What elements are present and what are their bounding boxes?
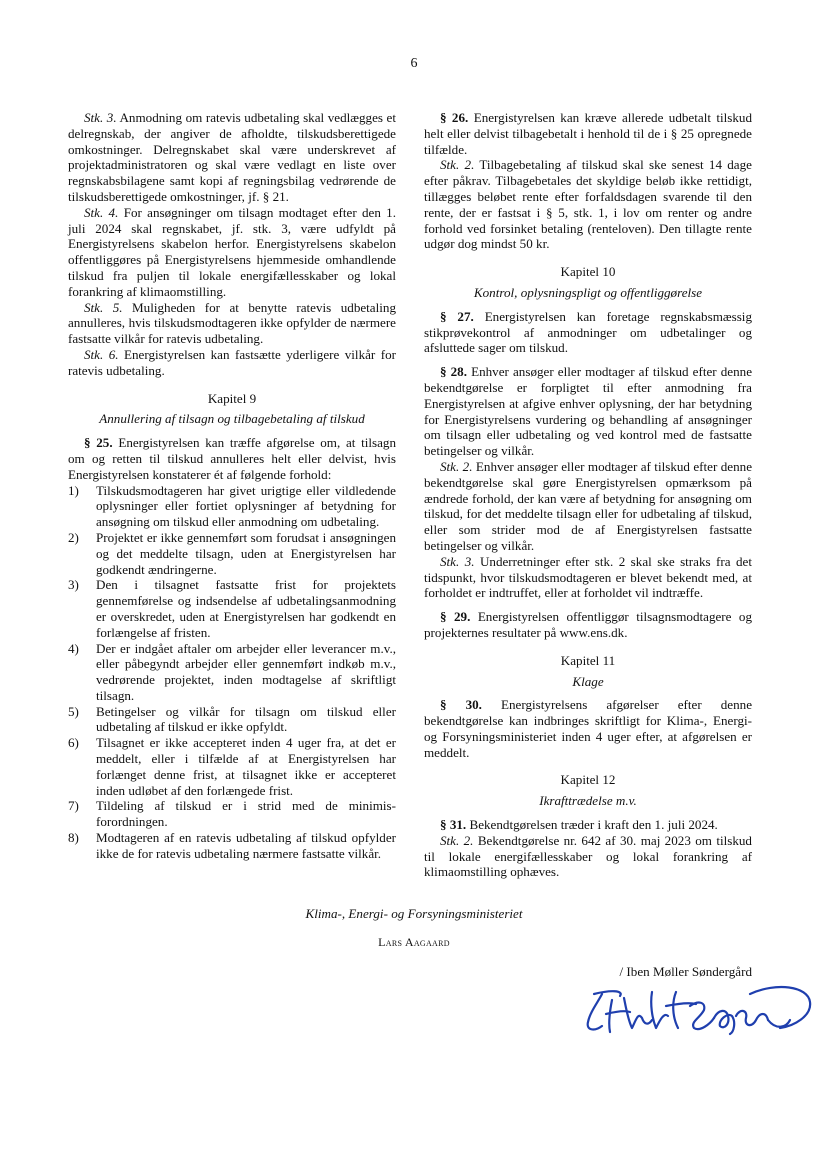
section-26 — [424, 110, 752, 157]
paragraph-text: Energistyrelsen kan kræve allerede udbetalt tilskud helt eller delvist tilbagebetalt i henhold til de i § 25 opregnede tilfælde. — [424, 110, 752, 157]
section-28-stk3 — [424, 554, 752, 601]
list-item — [68, 641, 396, 704]
chapter-12-title: Kapitel 12 — [560, 772, 616, 788]
section-label: § 31. — [440, 817, 467, 833]
paragraph-text: Energistyrelsens afgørelser efter denne bekendtgørelse kan indbringes skriftligt for Klima-, Energi- og Forsyningsministeriet inden 4 uger efter, at afgørelsen er meddelt. — [424, 697, 753, 760]
list-text: Tilsagnet er ikke accepteret inden 4 uger fra, at det er meddelt, eller i tilfælde af at Energistyrelsen har forlænget denne frist, at tilsagnet ikke er accepteret inden udløbet af den forlængede frist. — [96, 735, 396, 798]
stk-label: Stk. 2. — [440, 832, 474, 848]
section-31-stk2 — [424, 833, 752, 880]
paragraph-text: Energistyrelsen kan foretage regnskabsmæssig stikprøvekontrol af anmodninger om udbetalinger og afsluttede sager om tilskud. — [424, 308, 752, 356]
list-item — [68, 704, 396, 736]
list-item — [68, 577, 396, 640]
paragraph-text: For ansøgninger om tilsagn modtaget efter den 1. juli 2024 skal regnskabet, jf. stk. 3, være udfyldt på Energistyrelsens skabelon herfor. Energistyrelsens skabelon offentliggøres på Energistyrelsens hjemmeside omhandlende tilskud fra puljen til lokale energifællesskaber og lokal forankring af klimaomstilling. — [68, 204, 396, 299]
list-number: 7) — [68, 798, 79, 814]
ministry-name: Klima-, Energi- og Forsyningsministeriet — [305, 906, 523, 921]
paragraph-text: Anmodning om ratevis udbetaling skal vedlægges et delregnskab, der angiver de afholdte, tilskudsberettigede omkostninger. Delregnskabet skal være underskrevet af projektadministratoren og skal være vedlagt en liste over regnskabsbilagene samt kopi af regningsbilag vedrørende de tilskudsberettigede omkostninger, jf. § 21. — [68, 110, 396, 204]
paragraph-stk3 — [68, 110, 396, 205]
section-29 — [424, 609, 752, 641]
section-31 — [424, 817, 752, 833]
section-30 — [424, 697, 752, 760]
section-28 — [424, 364, 752, 459]
list-text: Projektet er ikke gennemført som forudsat i ansøgningen og det meddelte tilsagn, uden at Energistyrelsen har godkendt ændringerne. — [96, 529, 396, 577]
section-label: § 30. — [440, 697, 482, 713]
chapter-11-subtitle: Klage — [572, 673, 604, 689]
paragraph-text: Bekendtgørelsen træder i kraft den 1. juli 2024. — [469, 817, 718, 833]
list-number: 1) — [68, 482, 79, 498]
chapter-12-subtitle: Ikrafttrædelse m.v. — [539, 793, 637, 809]
paragraph-text: Tilbagebetaling af tilskud skal ske senest 14 dage efter påkrav. Tilbagebetales det skyldige beløb ikke rettidigt, tillægges beløbet rente efter forfaldsdagen svarende til den rente, der er fastsat i § 5, stk. 1, i lov om renter og andre forhold ved forsinket betaling (renteloven). Den tillagte rente udgør dog mindst 50 kr. — [424, 157, 752, 252]
page-number: 6 — [410, 56, 418, 71]
annulment-list — [68, 483, 396, 862]
section-label: § 27. — [440, 308, 474, 324]
section-label: § 29. — [440, 609, 471, 625]
paragraph-text: Enhver ansøger eller modtager af tilskud efter denne bekendtgørelse skal gøre Energistyrelsen opmærksom på ændrede forhold, der kan være af betydning for ansøgning om tilskud, for det meddelte tilsagn eller for udbetaling af tilskud, eller som strider mod de af Energistyrelsen fastsatte betingelser og vilkår. — [424, 458, 752, 553]
chapter-10-title: Kapitel 10 — [560, 264, 616, 280]
list-number: 4) — [68, 640, 79, 656]
paragraph-text: Energistyrelsen kan træffe afgørelse om, at tilsagn om og retten til tilskud annulleres helt eller delvist, hvis Energistyrelsen konstaterer ét af følgende forhold: — [68, 435, 397, 482]
section-label: § 26. — [440, 110, 469, 125]
chapter-9-subtitle: Annullering af tilsagn og tilbagebetaling af tilskud — [99, 411, 365, 427]
stk-label: Stk. 6. — [84, 346, 119, 362]
list-text: Der er indgået aftaler om arbejder eller leverancer m.v., eller påbegyndt arbejder eller gennemført indkøb m.v., vedrørende projektet, inden modtagelse af skriftligt tilsagn. — [96, 640, 396, 703]
list-text: Tildeling af tilskud er i strid med de minimis-forordningen. — [96, 798, 396, 830]
stk-label: Stk. 3. — [440, 553, 475, 569]
list-number: 2) — [68, 529, 79, 545]
list-number: 5) — [68, 703, 79, 719]
section-label: § 25. — [84, 435, 113, 451]
list-number: 6) — [68, 735, 79, 751]
paragraph-text: Enhver ansøger eller modtager af tilskud efter denne bekendtgørelse er forpligtet til efter anmodning fra Energistyrelsen at afgive enhver oplysning, der har betydning for Energistyrelsens vurdering og behandling af ansøgninger om tilsagn eller udbetaling og ved kontrol med de fastsatte betingelser og vilkår. — [424, 364, 752, 459]
stk-label: Stk. 2. — [440, 157, 475, 173]
section-27 — [424, 309, 752, 356]
chapter-10-subtitle: Kontrol, oplysningspligt og offentliggørelse — [473, 284, 703, 300]
section-26-stk2 — [424, 157, 752, 252]
minister-name: Lars Aagaard — [378, 935, 450, 949]
list-number: 3) — [68, 577, 79, 593]
paragraph-text: Underretninger efter stk. 2 skal ske straks fra det tidspunkt, hvor tilskudsmodtageren er blevet bekendt med, at forholdet er indtruffet, eller at forholdet vil indtræffe. — [424, 553, 752, 601]
stk-label: Stk. 5. — [84, 299, 123, 315]
list-item — [68, 483, 396, 530]
paragraph-stk5 — [68, 300, 396, 347]
list-text: Modtageren af en ratevis udbetaling af tilskud opfylder ikke de for ratevis udbetaling nærmere fastsatte vilkår. — [96, 830, 396, 861]
paragraph-text: Energistyrelsen offentliggør tilsagnsmodtagere og projekternes resultater på www.ens.dk. — [424, 609, 753, 640]
stk-label: Stk. 2. — [440, 458, 473, 474]
list-number: 8) — [68, 830, 79, 846]
handwritten-signature — [580, 972, 812, 1042]
section-25 — [68, 435, 396, 482]
list-item — [68, 530, 396, 577]
chapter-9-title: Kapitel 9 — [207, 390, 257, 406]
list-item — [68, 830, 396, 862]
list-text: Den i tilsagnet fastsatte frist for projektets gennemførelse og indsendelse af udbetalingsanmodning er overskredet, uden at Energistyrelsen har godkendt en forlængelse af fristen. — [96, 577, 396, 640]
paragraph-text: Energistyrelsen kan fastsætte yderligere vilkår for ratevis udbetaling. — [68, 346, 396, 378]
list-text: Betingelser og vilkår for tilsagn om tilskud eller udbetaling af tilskud er ikke opfyldt. — [96, 703, 396, 735]
list-text: Tilskudsmodtageren har givet urigtige eller vildledende oplysninger eller fortiet oplysninger af betydning for ansøgning om tilskud eller anmodning om udbetaling. — [96, 482, 396, 530]
right-column — [424, 110, 752, 880]
list-item — [68, 735, 396, 798]
paragraph-stk4 — [68, 205, 396, 300]
section-label: § 28. — [440, 364, 467, 380]
stk-label: Stk. 4. — [84, 204, 119, 220]
paragraph-text: Muligheden for at benytte ratevis udbetaling annulleres, hvis tilskudsmodtageren ikke opfylder de nærmere fastsatte vilkår for ratevis udbetaling. — [68, 299, 396, 347]
stk-label: Stk. 3. — [84, 110, 117, 125]
list-item — [68, 798, 396, 830]
left-column — [68, 110, 396, 862]
paragraph-text: Bekendtgørelse nr. 642 af 30. maj 2023 om tilskud til lokale energifællesskaber og lokal forankring af klimaomstilling ophæves. — [424, 832, 752, 880]
signer-name: / Iben Møller Søndergård — [619, 964, 752, 979]
chapter-11-title: Kapitel 11 — [560, 652, 616, 668]
section-28-stk2 — [424, 459, 752, 554]
paragraph-stk6 — [68, 347, 396, 379]
